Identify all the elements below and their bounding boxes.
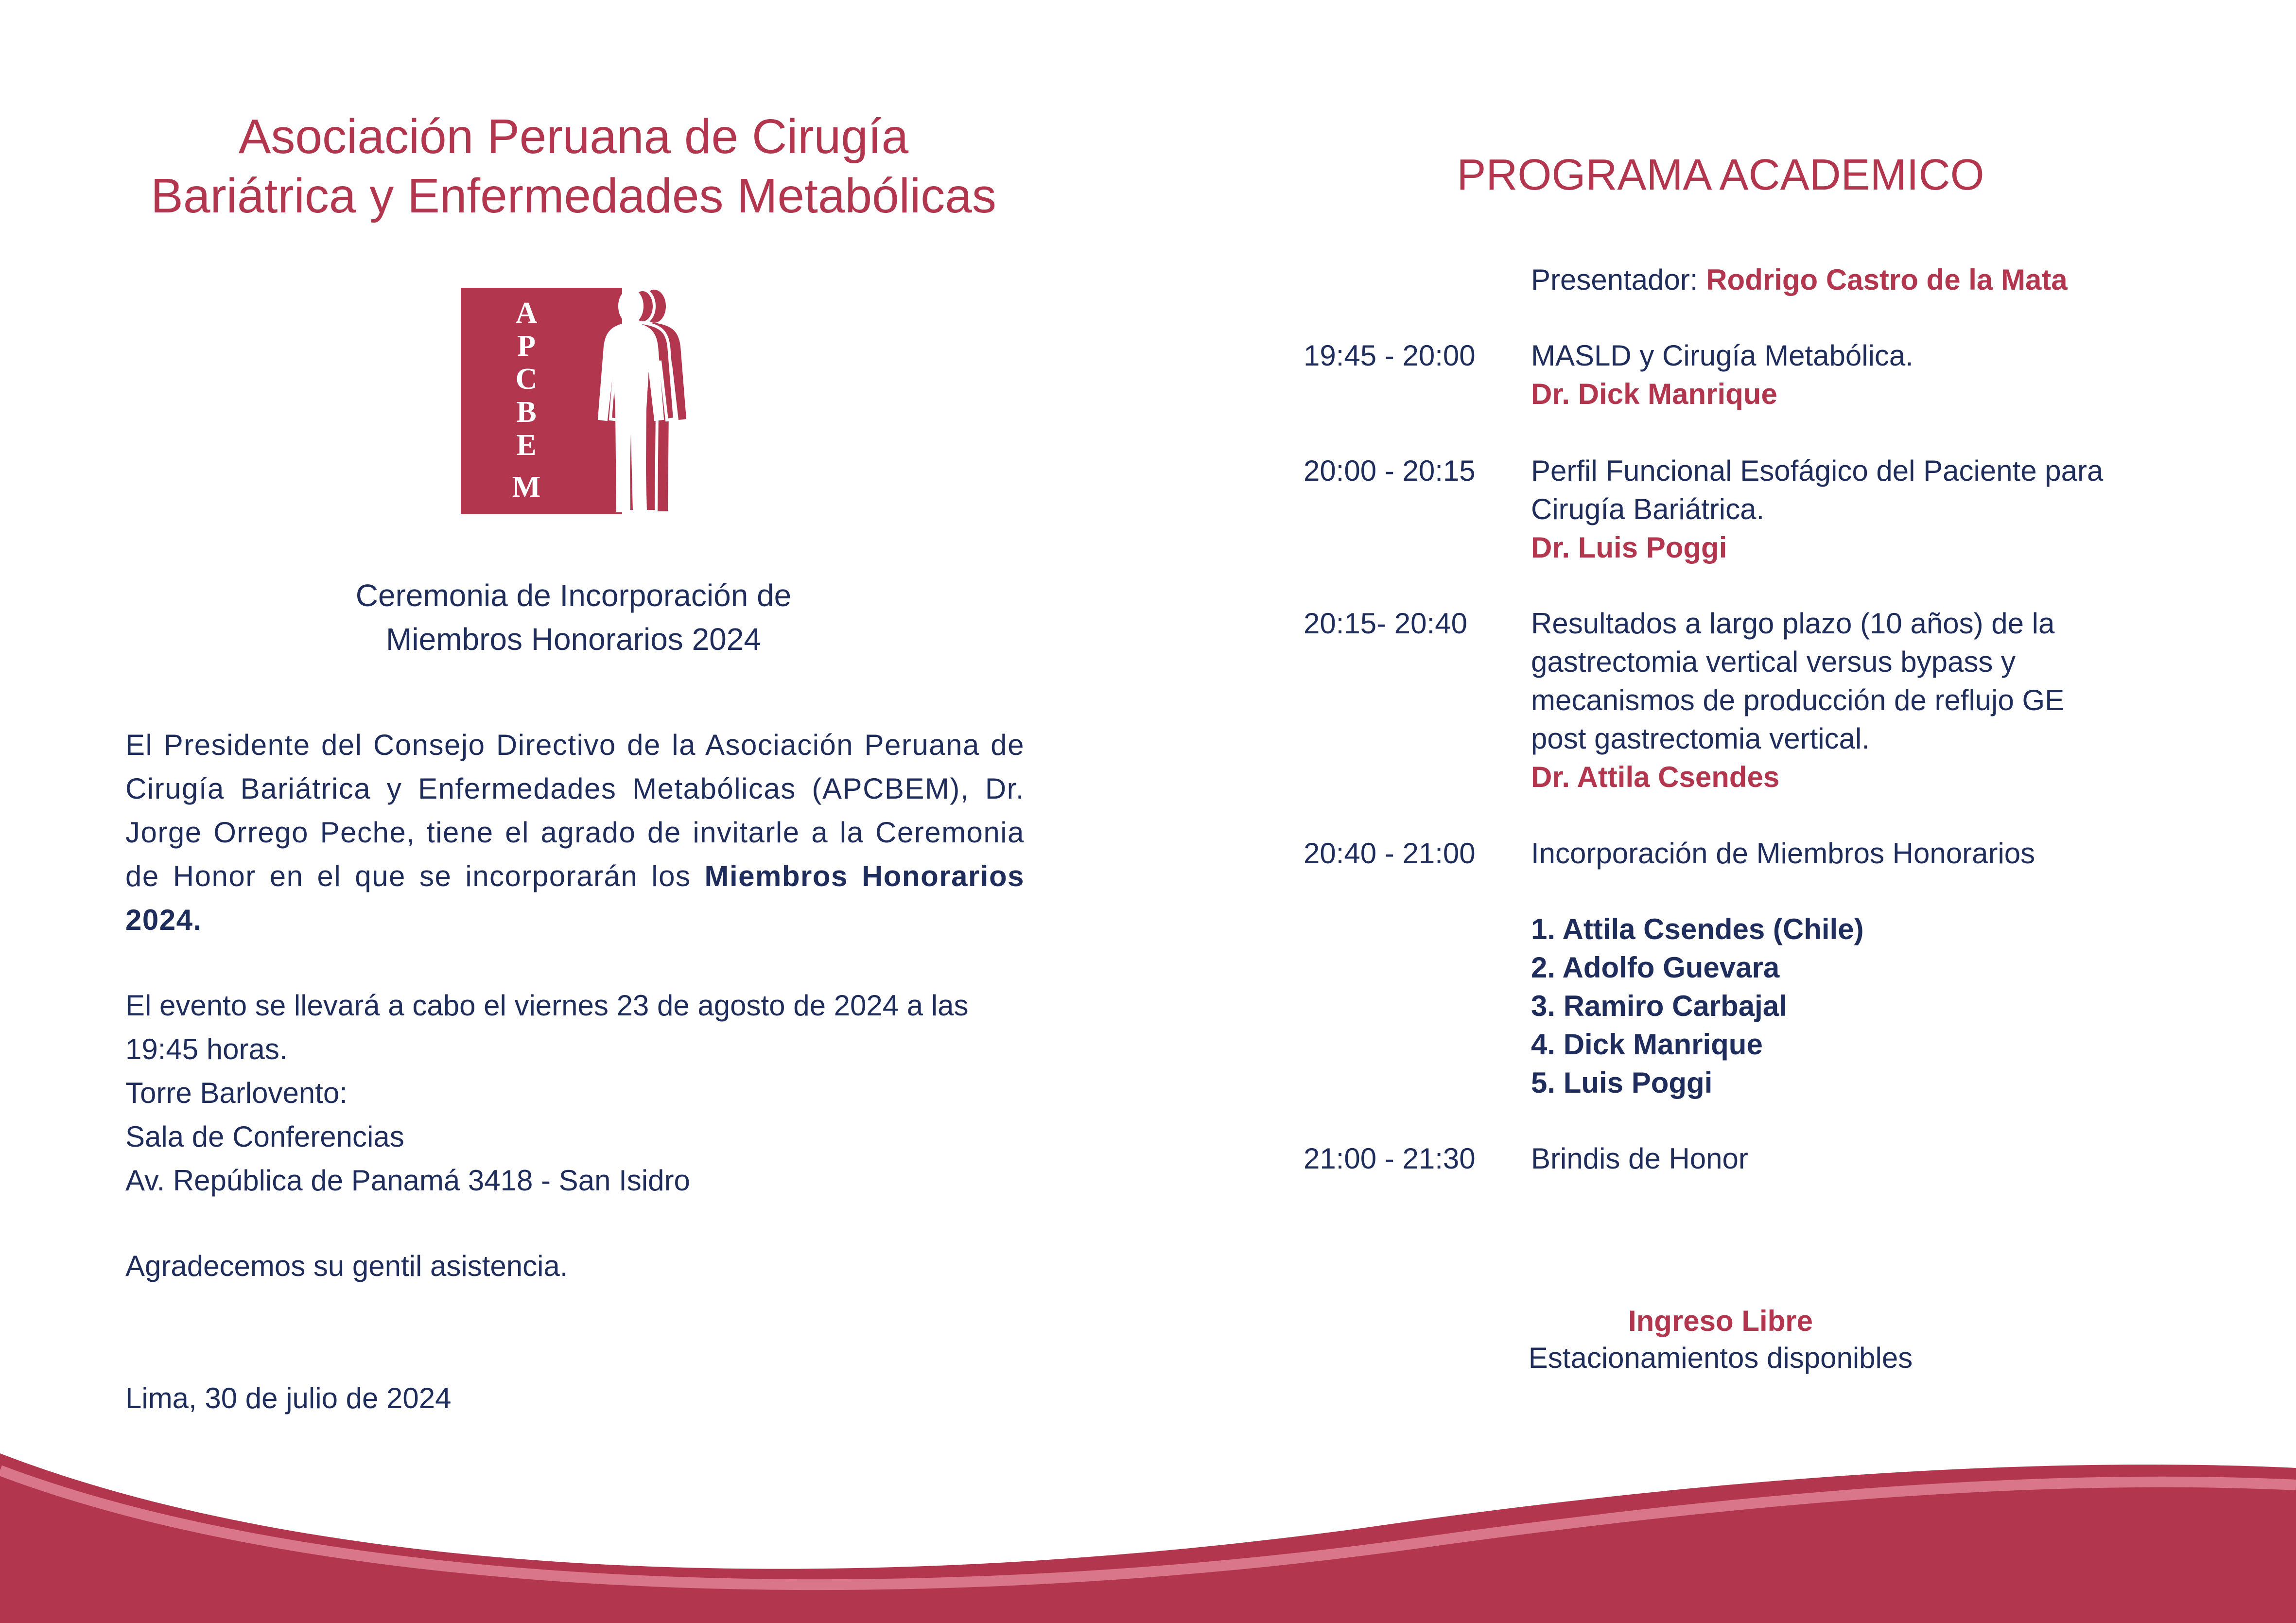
free-entry-label: Ingreso Libre [1628, 1305, 1813, 1337]
parking-note: Estacionamientos disponibles [1528, 1342, 1913, 1374]
schedule-time: 20:15- 20:40 [1304, 607, 1467, 640]
schedule-topic: Resultados a largo plazo (10 años) de la [1531, 607, 2055, 640]
logo-letter: A [515, 297, 538, 330]
event-details [125, 984, 1025, 1203]
member-item: 1. Attila Csendes (Chile) [1531, 913, 1864, 945]
schedule-speaker: Dr. Dick Manrique [1531, 378, 1777, 410]
organization-title [97, 107, 1050, 226]
event-line: Sala de Conferencias [125, 1120, 404, 1153]
schedule-topic: Brindis de Honor [1531, 1142, 1748, 1175]
invitation-text: El Presidente del Consejo Directivo de la Asociación Peruana de Cirugía Bariátrica y Enfermedades Metabólicas (APCBEM), Dr. Jorge Orrego Peche, tiene el agrado de invitarle a la Ceremonia de Honor en el que se incorporarán los [125, 729, 1025, 892]
organization-title-line: Asociación Peruana de Cirugía [238, 109, 909, 164]
event-line: Av. República de Panamá 3418 - San Isidro [125, 1164, 690, 1197]
schedule-topic: post gastrectomia vertical. [1531, 722, 1870, 755]
organization-title-line: Bariátrica y Enfermedades Metabólicas [151, 169, 996, 223]
schedule-topic: mecanismos de producción de reflujo GE [1531, 684, 2065, 716]
schedule-time: 20:00 - 20:15 [1304, 454, 1476, 487]
schedule-topic: Cirugía Bariátrica. [1531, 493, 1765, 525]
schedule-topic: gastrectomia vertical versus bypass y [1531, 646, 2016, 678]
event-line: El evento se llevará a cabo el viernes 23 de agosto de 2024 a las 19:45 horas. [125, 989, 969, 1065]
schedule-item [1531, 834, 2163, 873]
honorary-members-list [1531, 910, 1864, 1102]
place-date: Lima, 30 de julio de 2024 [125, 1382, 452, 1414]
invitation-paragraph [125, 723, 1025, 942]
member-item: 5. Luis Poggi [1531, 1066, 1713, 1099]
logo-letter: P [517, 330, 536, 363]
program-title: PROGRAMA ACADEMICO [1457, 151, 1984, 199]
schedule-item [1531, 336, 2163, 413]
event-line: Torre Barlovento: [125, 1077, 348, 1109]
invitation-bold-text: Miembros Honorarios 2024. [125, 860, 1025, 936]
schedule-item [1531, 452, 2163, 567]
schedule-item [1531, 604, 2163, 796]
thanks-text: Agradecemos su gentil asistencia. [125, 1250, 568, 1282]
schedule-speaker: Dr. Luis Poggi [1531, 531, 1727, 564]
schedule-speaker: Dr. Attila Csendes [1531, 761, 1780, 793]
schedule-time: 19:45 - 20:00 [1304, 339, 1476, 372]
logo-letter: B [516, 396, 537, 429]
ceremony-title [243, 574, 904, 661]
schedule-topic: Incorporación de Miembros Honorarios [1531, 837, 2035, 870]
member-item: 4. Dick Manrique [1531, 1028, 1763, 1061]
ceremony-title-line: Miembros Honorarios 2024 [386, 622, 761, 657]
schedule-item [1531, 1139, 2163, 1178]
ceremony-title-line: Ceremonia de Incorporación de [355, 578, 792, 613]
footer-note [1409, 1303, 2032, 1377]
schedule-time: 21:00 - 21:30 [1304, 1142, 1476, 1175]
logo-letter: E [516, 429, 537, 462]
presenter-label: Presentador: [1531, 263, 1698, 296]
schedule-topic: Perfil Funcional Esofágico del Paciente para [1531, 454, 2104, 487]
decorative-wave [0, 1439, 2296, 1623]
presenter-line [1531, 261, 2068, 299]
member-item: 3. Ramiro Carbajal [1531, 990, 1787, 1022]
member-item: 2. Adolfo Guevara [1531, 951, 1780, 984]
logo-letter: C [515, 363, 538, 396]
logo-letter: M [512, 471, 541, 504]
schedule-time: 20:40 - 21:00 [1304, 837, 1476, 870]
presenter-name: Rodrigo Castro de la Mata [1706, 263, 2068, 296]
schedule-topic: MASLD y Cirugía Metabólica. [1531, 339, 1913, 372]
apcbem-logo [461, 288, 689, 514]
